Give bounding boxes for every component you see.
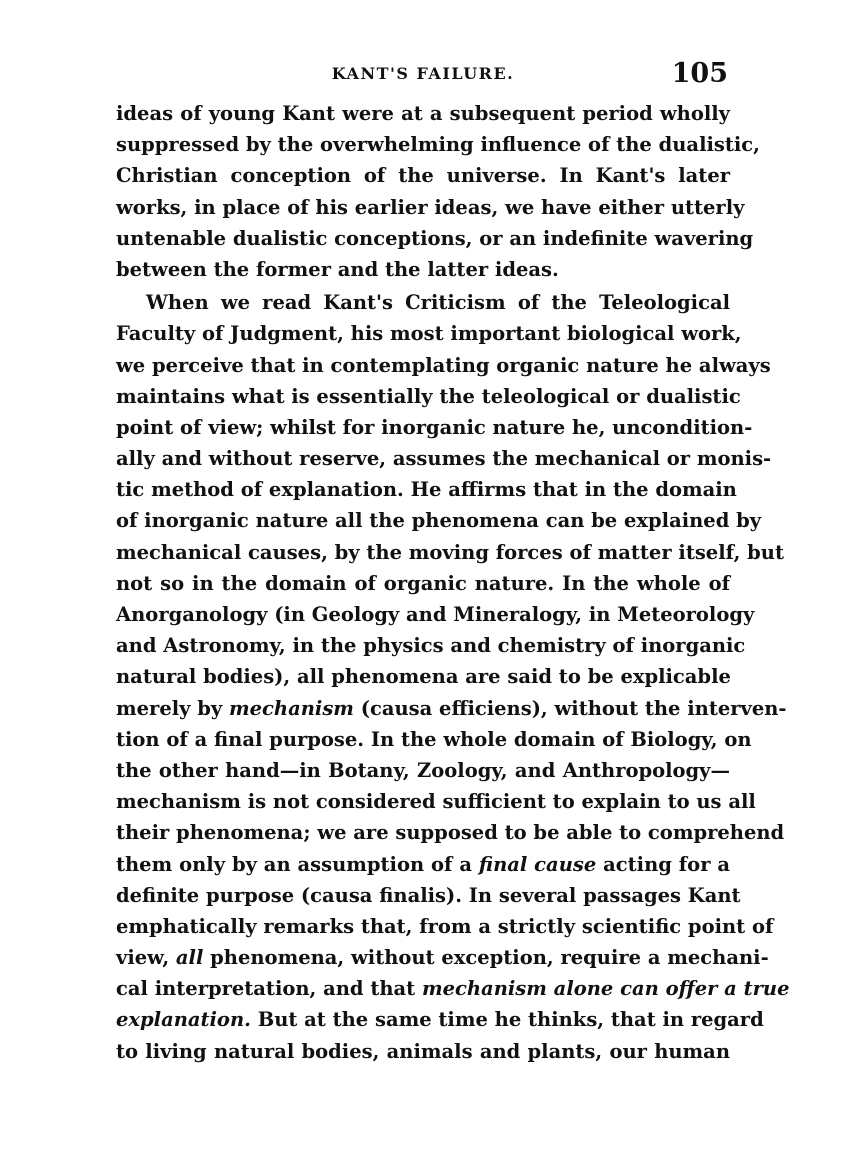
- text-line: tic method of explanation. He affirms that in the domain: [116, 478, 737, 502]
- text-line: the other hand—in Botany, Zoology, and Anthropology—: [116, 758, 730, 782]
- body-text: [116, 98, 790, 1067]
- text-line: between the former and the latter ideas.: [116, 257, 559, 281]
- text-line: Christian conception of the universe. In Kant's later: [116, 164, 730, 188]
- text-line: we perceive that in contemplating organic nature he always: [116, 353, 771, 377]
- running-title: KANT'S FAILURE.: [331, 64, 515, 83]
- text-line: maintains what is essentially the teleological or dualistic: [116, 384, 741, 408]
- book-page: [116, 58, 790, 1067]
- text-line: Anorganology (in Geology and Mineralogy, in Meteorology: [116, 603, 755, 626]
- text-line: natural bodies), all phenomena are said to be explicable: [116, 665, 731, 689]
- text-line: works, in place of his earlier ideas, we have either utterly: [116, 195, 745, 219]
- text-line: mechanical causes, by the moving forces of matter itself, but: [116, 540, 784, 564]
- text-line: Faculty of Judgment, his most important biological work,: [116, 322, 742, 346]
- paragraph: [116, 98, 760, 285]
- italic-text: mechanism: [229, 696, 354, 720]
- text-line: ally and without reserve, assumes the mechanical or monis-: [116, 447, 772, 471]
- text-line: ideas of young Kant were at a subsequent period wholly: [116, 102, 730, 125]
- text-line: them only by an assumption of a final cause acting for a: [116, 852, 730, 876]
- text-line: cal interpretation, and that mechanism alone can offer a true: [116, 977, 790, 1001]
- text-line: and Astronomy, in the physics and chemistry of inorganic: [116, 634, 746, 658]
- text-line: emphatically remarks that, from a strictly scientific point of: [116, 914, 774, 938]
- italic-text: all: [175, 946, 204, 970]
- running-head: [116, 58, 730, 98]
- text-line: view, all phenomena, without exception, require a mechani-: [116, 946, 769, 970]
- italic-text: mechanism alone can offer a true: [421, 977, 790, 1001]
- text-line: suppressed by the overwhelming influence of the dualistic,: [116, 133, 760, 157]
- text-line: not so in the domain of organic nature. In the whole of: [116, 571, 730, 595]
- text-line: point of view; whilst for inorganic nature he, uncondition-: [116, 415, 753, 439]
- text-line: tion of a final purpose. In the whole domain of Biology, on: [116, 727, 752, 751]
- text-line: untenable dualistic conceptions, or an indefinite wavering: [116, 226, 754, 250]
- text-line: merely by mechanism (causa efficiens), without the interven-: [116, 696, 787, 720]
- text-line: definite purpose (causa finalis). In several passages Kant: [116, 883, 741, 907]
- paragraph: [116, 287, 790, 1067]
- italic-text: final cause: [478, 852, 597, 876]
- text-line: When we read Kant's Criticism of the Teleological: [146, 291, 730, 315]
- text-line: their phenomena; we are supposed to be able to comprehend: [116, 821, 785, 845]
- italic-text: explanation.: [116, 1008, 251, 1032]
- text-line: of inorganic nature all the phenomena can be explained by: [116, 509, 762, 533]
- text-line: explanation. But at the same time he thinks, that in regard: [116, 1008, 764, 1032]
- page-number: 105: [671, 58, 728, 89]
- text-line: to living natural bodies, animals and plants, our human: [116, 1039, 730, 1063]
- text-line: mechanism is not considered sufficient to explain to us all: [116, 790, 756, 814]
